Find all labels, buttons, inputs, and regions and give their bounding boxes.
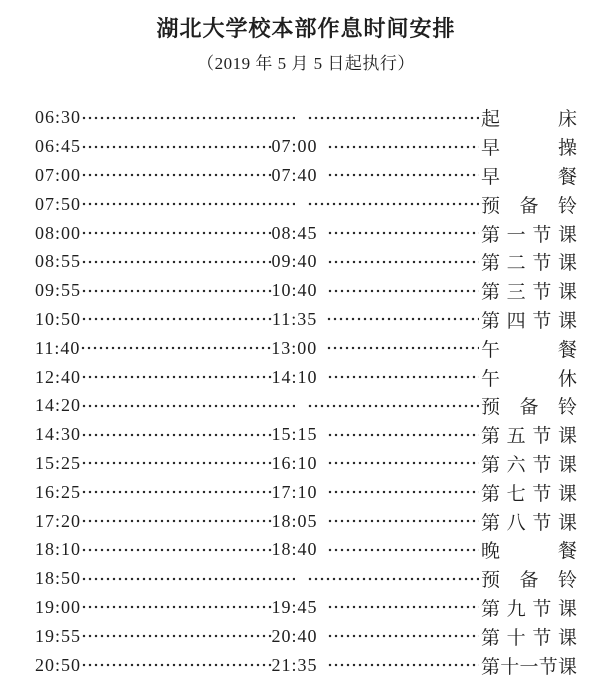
activity-label: 第五节课 xyxy=(481,426,577,448)
activity-label: 预备铃 xyxy=(481,397,577,419)
dotted-leader xyxy=(327,161,479,190)
dotted-leader xyxy=(81,507,272,536)
activity-label: 第四节课 xyxy=(481,310,577,332)
start-time: 10:50 xyxy=(35,308,82,329)
dotted-leader xyxy=(327,363,479,392)
schedule-row xyxy=(35,132,577,161)
end-time: 17:10 xyxy=(271,481,318,502)
dotted-leader xyxy=(81,190,295,219)
page-subtitle: （2019 年 5 月 5 日起执行） xyxy=(197,54,415,73)
dotted-leader xyxy=(81,478,272,507)
dotted-leader xyxy=(307,104,479,133)
activity-label: 起床 xyxy=(481,109,577,131)
dotted-leader xyxy=(326,305,479,334)
start-time: 12:40 xyxy=(35,366,82,387)
dotted-leader xyxy=(81,132,272,161)
activity-label: 早操 xyxy=(481,138,577,160)
dotted-leader xyxy=(307,564,479,593)
dotted-leader xyxy=(81,247,272,276)
end-time: 07:40 xyxy=(271,164,318,185)
dotted-leader xyxy=(81,276,272,305)
start-time: 07:50 xyxy=(35,193,82,214)
dotted-leader xyxy=(81,593,272,622)
activity-label: 第六节课 xyxy=(481,454,577,476)
end-time: 21:35 xyxy=(271,654,318,675)
start-time: 18:50 xyxy=(35,568,82,589)
activity-label: 第一节课 xyxy=(481,224,577,246)
dotted-leader xyxy=(327,535,479,564)
end-time: 15:15 xyxy=(271,424,318,445)
activity-label: 午休 xyxy=(481,368,577,390)
activity-label: 第十一节课 xyxy=(481,656,577,678)
start-time: 07:00 xyxy=(35,164,82,185)
schedule-row xyxy=(35,219,577,248)
start-time: 06:30 xyxy=(35,107,82,128)
schedule-row xyxy=(35,363,577,392)
dotted-leader xyxy=(81,449,272,478)
schedule-row xyxy=(35,564,577,593)
activity-label: 预备铃 xyxy=(481,570,577,592)
schedule-row xyxy=(35,478,577,507)
end-time: 19:45 xyxy=(271,596,318,617)
dotted-leader xyxy=(327,478,479,507)
activity-label: 第八节课 xyxy=(481,512,577,534)
end-time: 14:10 xyxy=(271,366,318,387)
dotted-leader xyxy=(327,219,479,248)
schedule-row xyxy=(35,247,577,276)
start-time: 06:45 xyxy=(35,136,82,157)
dotted-leader xyxy=(327,507,479,536)
schedule-row xyxy=(35,622,577,651)
start-time: 15:25 xyxy=(35,452,82,473)
dotted-leader xyxy=(307,391,479,420)
schedule-row xyxy=(35,420,577,449)
dotted-leader xyxy=(327,420,479,449)
dotted-leader xyxy=(81,391,295,420)
end-time: 11:35 xyxy=(271,308,318,329)
dotted-leader xyxy=(81,305,272,334)
start-time: 20:50 xyxy=(35,654,82,675)
schedule-row xyxy=(35,449,577,478)
end-time: 13:00 xyxy=(271,337,318,358)
schedule-row xyxy=(35,276,577,305)
start-time: 19:00 xyxy=(35,596,82,617)
dotted-leader xyxy=(81,535,272,564)
dotted-leader xyxy=(327,622,479,651)
start-time: 19:55 xyxy=(35,625,82,646)
schedule-row xyxy=(35,190,577,219)
dotted-leader xyxy=(80,334,271,363)
activity-label: 晚餐 xyxy=(481,541,577,563)
schedule-row xyxy=(35,161,577,190)
schedule-row xyxy=(35,535,577,564)
dotted-leader xyxy=(327,132,479,161)
schedule-row xyxy=(35,507,577,536)
activity-label: 预备铃 xyxy=(481,195,577,217)
dotted-leader xyxy=(81,219,272,248)
start-time: 14:30 xyxy=(35,424,82,445)
page-title: 湖北大学校本部作息时间安排 xyxy=(156,16,456,41)
end-time: 18:40 xyxy=(271,539,318,560)
end-time: 09:40 xyxy=(271,251,318,272)
activity-label: 第三节课 xyxy=(481,282,577,304)
activity-label: 第二节课 xyxy=(481,253,577,275)
schedule-row xyxy=(35,391,577,420)
dotted-leader xyxy=(81,363,272,392)
start-time: 17:20 xyxy=(35,510,82,531)
dotted-leader xyxy=(81,104,295,133)
activity-label: 早餐 xyxy=(481,166,577,188)
end-time: 18:05 xyxy=(271,510,318,531)
end-time: 20:40 xyxy=(271,625,318,646)
start-time: 18:10 xyxy=(35,539,82,560)
dotted-leader xyxy=(327,593,479,622)
activity-label: 第九节课 xyxy=(481,598,577,620)
activity-label: 第十节课 xyxy=(481,627,577,649)
start-time: 09:55 xyxy=(35,280,82,301)
schedule-row xyxy=(35,334,577,363)
dotted-leader xyxy=(327,247,479,276)
start-time: 11:40 xyxy=(35,337,81,358)
dotted-leader xyxy=(81,564,295,593)
dotted-leader xyxy=(81,161,272,190)
dotted-leader xyxy=(326,334,479,363)
dotted-leader xyxy=(307,190,479,219)
start-time: 08:00 xyxy=(35,222,82,243)
end-time: 08:45 xyxy=(271,222,318,243)
dotted-leader xyxy=(327,449,479,478)
dotted-leader xyxy=(81,622,272,651)
start-time: 14:20 xyxy=(35,395,82,416)
end-time: 16:10 xyxy=(271,452,318,473)
end-time: 10:40 xyxy=(271,280,318,301)
dotted-leader xyxy=(327,651,479,680)
start-time: 16:25 xyxy=(35,481,82,502)
dotted-leader xyxy=(327,276,479,305)
schedule-row xyxy=(35,651,577,680)
schedule-row xyxy=(35,593,577,622)
schedule-row xyxy=(35,305,577,334)
dotted-leader xyxy=(81,420,272,449)
schedule-rows xyxy=(35,104,577,680)
end-time: 07:00 xyxy=(271,136,318,157)
schedule-row xyxy=(35,104,577,133)
activity-label: 午餐 xyxy=(481,339,577,361)
activity-label: 第七节课 xyxy=(481,483,577,505)
start-time: 08:55 xyxy=(35,251,82,272)
dotted-leader xyxy=(81,651,272,680)
